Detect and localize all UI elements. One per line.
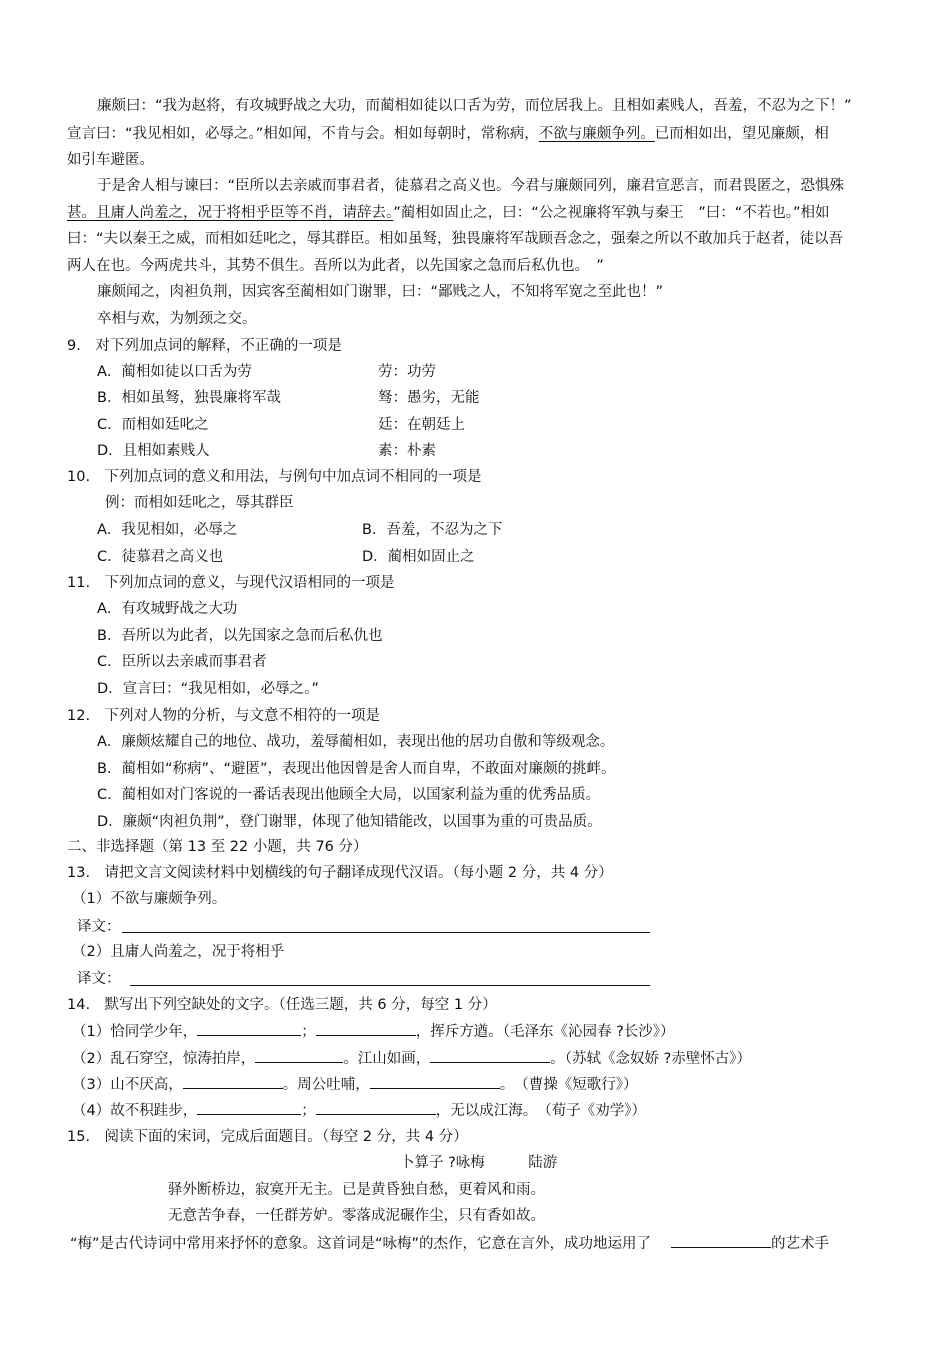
q12-option-a: A．廉颇炫耀自己的地位、战功，羞辱蔺相如，表现出他的居功自傲和等级观念。 xyxy=(97,734,615,750)
q10-option-b: B．吾羞，不忍为之下 xyxy=(362,522,503,538)
q14-blank[interactable] xyxy=(197,1100,301,1115)
q10-option-d: D．蔺相如固止之 xyxy=(362,549,475,565)
q14-item-1: （1）恰同学少年， ； ，挥斥方遒。（毛泽东《沁园春 ?长沙》） xyxy=(72,1021,675,1042)
q11-option-d: D．宣言曰：“我见相如，必辱之。” xyxy=(97,681,319,697)
q14-blank[interactable] xyxy=(370,1074,500,1089)
q13-translation-1-line[interactable] xyxy=(122,932,650,933)
passage-line: 甚。且庸人尚羞之，况于将相乎臣等不肖，请辞去。”蔺相如固止之，曰：“公之视廉将军孰与秦王 ”曰：“不若也。”相如 xyxy=(67,205,830,221)
passage-line: 廉颇闻之，肉袒负荆，因宾客至蔺相如门谢罪，曰：“鄙贱之人，不知将军宽之至此也！” xyxy=(97,284,664,300)
passage-line: 曰：“夫以秦王之威，而相如廷叱之，辱其群臣。相如虽驽，独畏廉将军哉顾吾念之，强秦之所以不敢加兵于赵者，徒以吾 xyxy=(67,231,844,247)
poem-title: 卜算子 ?咏梅 陆游 xyxy=(400,1155,558,1171)
q10-option-a: A．我见相如，必辱之 xyxy=(97,522,238,538)
q11-option-b: B．吾所以为此者，以先国家之急而后私仇也 xyxy=(97,628,383,644)
q9-option-a-explanation: 劳：功劳 xyxy=(378,364,436,380)
section-heading: 二、非选择题（第 13 至 22 小题，共 76 分） xyxy=(67,839,368,855)
q12-option-d: D．廉颇“肉袒负荆”，登门谢罪，体现了他知错能改，以国事为重的可贵品质。 xyxy=(97,814,602,830)
question-12-stem: 12. 下列对人物的分析，与文意不相符的一项是 xyxy=(67,708,381,724)
q14-blank[interactable] xyxy=(183,1074,283,1089)
q14-item-2: （2）乱石穿空，惊涛拍岸， 。江山如画， 。（苏轼《念奴娇 ?赤壁怀古》） xyxy=(72,1048,751,1069)
passage-line: 于是舍人相与谏曰：“臣所以去亲戚而事君者，徒慕君之高义也。今君与廉颇同列，廉君宣恶言，而君畏匿之，恐惧殊 xyxy=(97,178,845,194)
q14-blank[interactable] xyxy=(430,1048,550,1063)
q9-option-b-explanation: 驽：愚劣，无能 xyxy=(378,390,480,406)
underlined-sentence-1: 不欲与廉颇争列。 xyxy=(538,126,655,142)
q9-option-d: D．且相如素贱人 xyxy=(97,443,210,459)
q13-sentence-2: （2）且庸人尚羞之，况于将相乎 xyxy=(72,944,285,960)
passage-line: 宣言曰：“我见相如，必辱之。”相如闻，不肯与会。相如每朝时，常称病，不欲与廉颇争列。已而相如出，望见廉颇，相 xyxy=(67,126,829,142)
question-10-stem: 10. 下列加点词的意义和用法，与例句中加点词不相同的一项是 xyxy=(67,469,482,485)
passage-line: 廉颇曰：“我为赵将，有攻城野战之大功，而蔺相如徒以口舌为劳，而位居我上。且相如素贱人，吾羞，不忍为之下！” xyxy=(97,98,852,114)
q9-option-a: A．蔺相如徒以口舌为劳 xyxy=(97,364,252,380)
q14-blank[interactable] xyxy=(316,1021,416,1036)
passage-line: 卒相与欢，为刎颈之交。 xyxy=(97,311,257,327)
q14-blank[interactable] xyxy=(255,1048,343,1063)
q9-option-c-explanation: 廷：在朝廷上 xyxy=(378,417,465,433)
q14-blank[interactable] xyxy=(316,1100,436,1115)
q13-translation-2-label: 译文： xyxy=(77,971,121,987)
q12-option-b: B．蔺相如“称病”、“避匿”，表现出他因曾是舍人而自卑，不敢面对廉颇的挑衅。 xyxy=(97,761,616,777)
q15-blank[interactable] xyxy=(671,1233,771,1248)
question-14-stem: 14. 默写出下列空缺处的文字。（任选三题，共 6 分，每空 1 分） xyxy=(67,997,497,1013)
q10-example: 例：而相如廷叱之，辱其群臣 xyxy=(105,495,294,511)
q9-option-b: B．相如虽驽，独畏廉将军哉 xyxy=(97,390,281,406)
q14-blank[interactable] xyxy=(197,1021,301,1036)
q13-sentence-1: （1）不欲与廉颇争列。 xyxy=(72,891,227,907)
poem-line-2: 无意苦争春，一任群芳妒。零落成泥碾作尘，只有香如故。 xyxy=(168,1208,545,1224)
q14-item-3: （3）山不厌高， 。周公吐哺， 。 （曹操《短歌行》） xyxy=(72,1074,637,1095)
question-13-stem: 13. 请把文言文阅读材料中划横线的句子翻译成现代汉语。（每小题 2 分，共 4 分） xyxy=(67,865,613,881)
question-15-stem: 15. 阅读下面的宋词，完成后面题目。（每空 2 分，共 4 分） xyxy=(67,1129,468,1145)
q13-translation-1-label: 译文： xyxy=(77,919,121,935)
passage-line: 如引车避匿。 xyxy=(67,152,154,168)
poem-line-1: 驿外断桥边，寂寞开无主。已是黄昏独自愁，更着风和雨。 xyxy=(168,1182,545,1198)
question-11-stem: 11. 下列加点词的意义，与现代汉语相同的一项是 xyxy=(67,575,395,591)
q10-option-c: C．徒慕君之高义也 xyxy=(97,549,224,565)
q12-option-c: C．蔺相如对门客说的一番话表现出他顾全大局，以国家利益为重的优秀品质。 xyxy=(97,787,601,803)
q11-option-a: A．有攻城野战之大功 xyxy=(97,601,238,617)
q9-option-c: C．而相如廷叱之 xyxy=(97,417,209,433)
q9-option-d-explanation: 素：朴素 xyxy=(378,443,436,459)
q13-translation-2-line[interactable] xyxy=(130,985,650,986)
passage-line: 两人在也。今两虎共斗，其势不俱生。吾所以为此者，以先国家之急而后私仇也。 ” xyxy=(67,258,604,274)
underlined-sentence-2: 甚。且庸人尚羞之，况于将相乎臣等不肖，请辞去。 xyxy=(67,205,394,221)
q15-question: “梅”是古代诗词中常用来抒怀的意象。这首词是“咏梅”的杰作，它意在言外，成功地运用了 的艺术手 xyxy=(70,1233,829,1254)
question-9-stem: 9. 对下列加点词的解释，不正确的一项是 xyxy=(67,338,342,354)
q14-item-4: （4）故不积跬步， ； ，无以成江海。 （荀子《劝学》） xyxy=(72,1100,646,1121)
q11-option-c: C．臣所以去亲戚而事君者 xyxy=(97,654,267,670)
